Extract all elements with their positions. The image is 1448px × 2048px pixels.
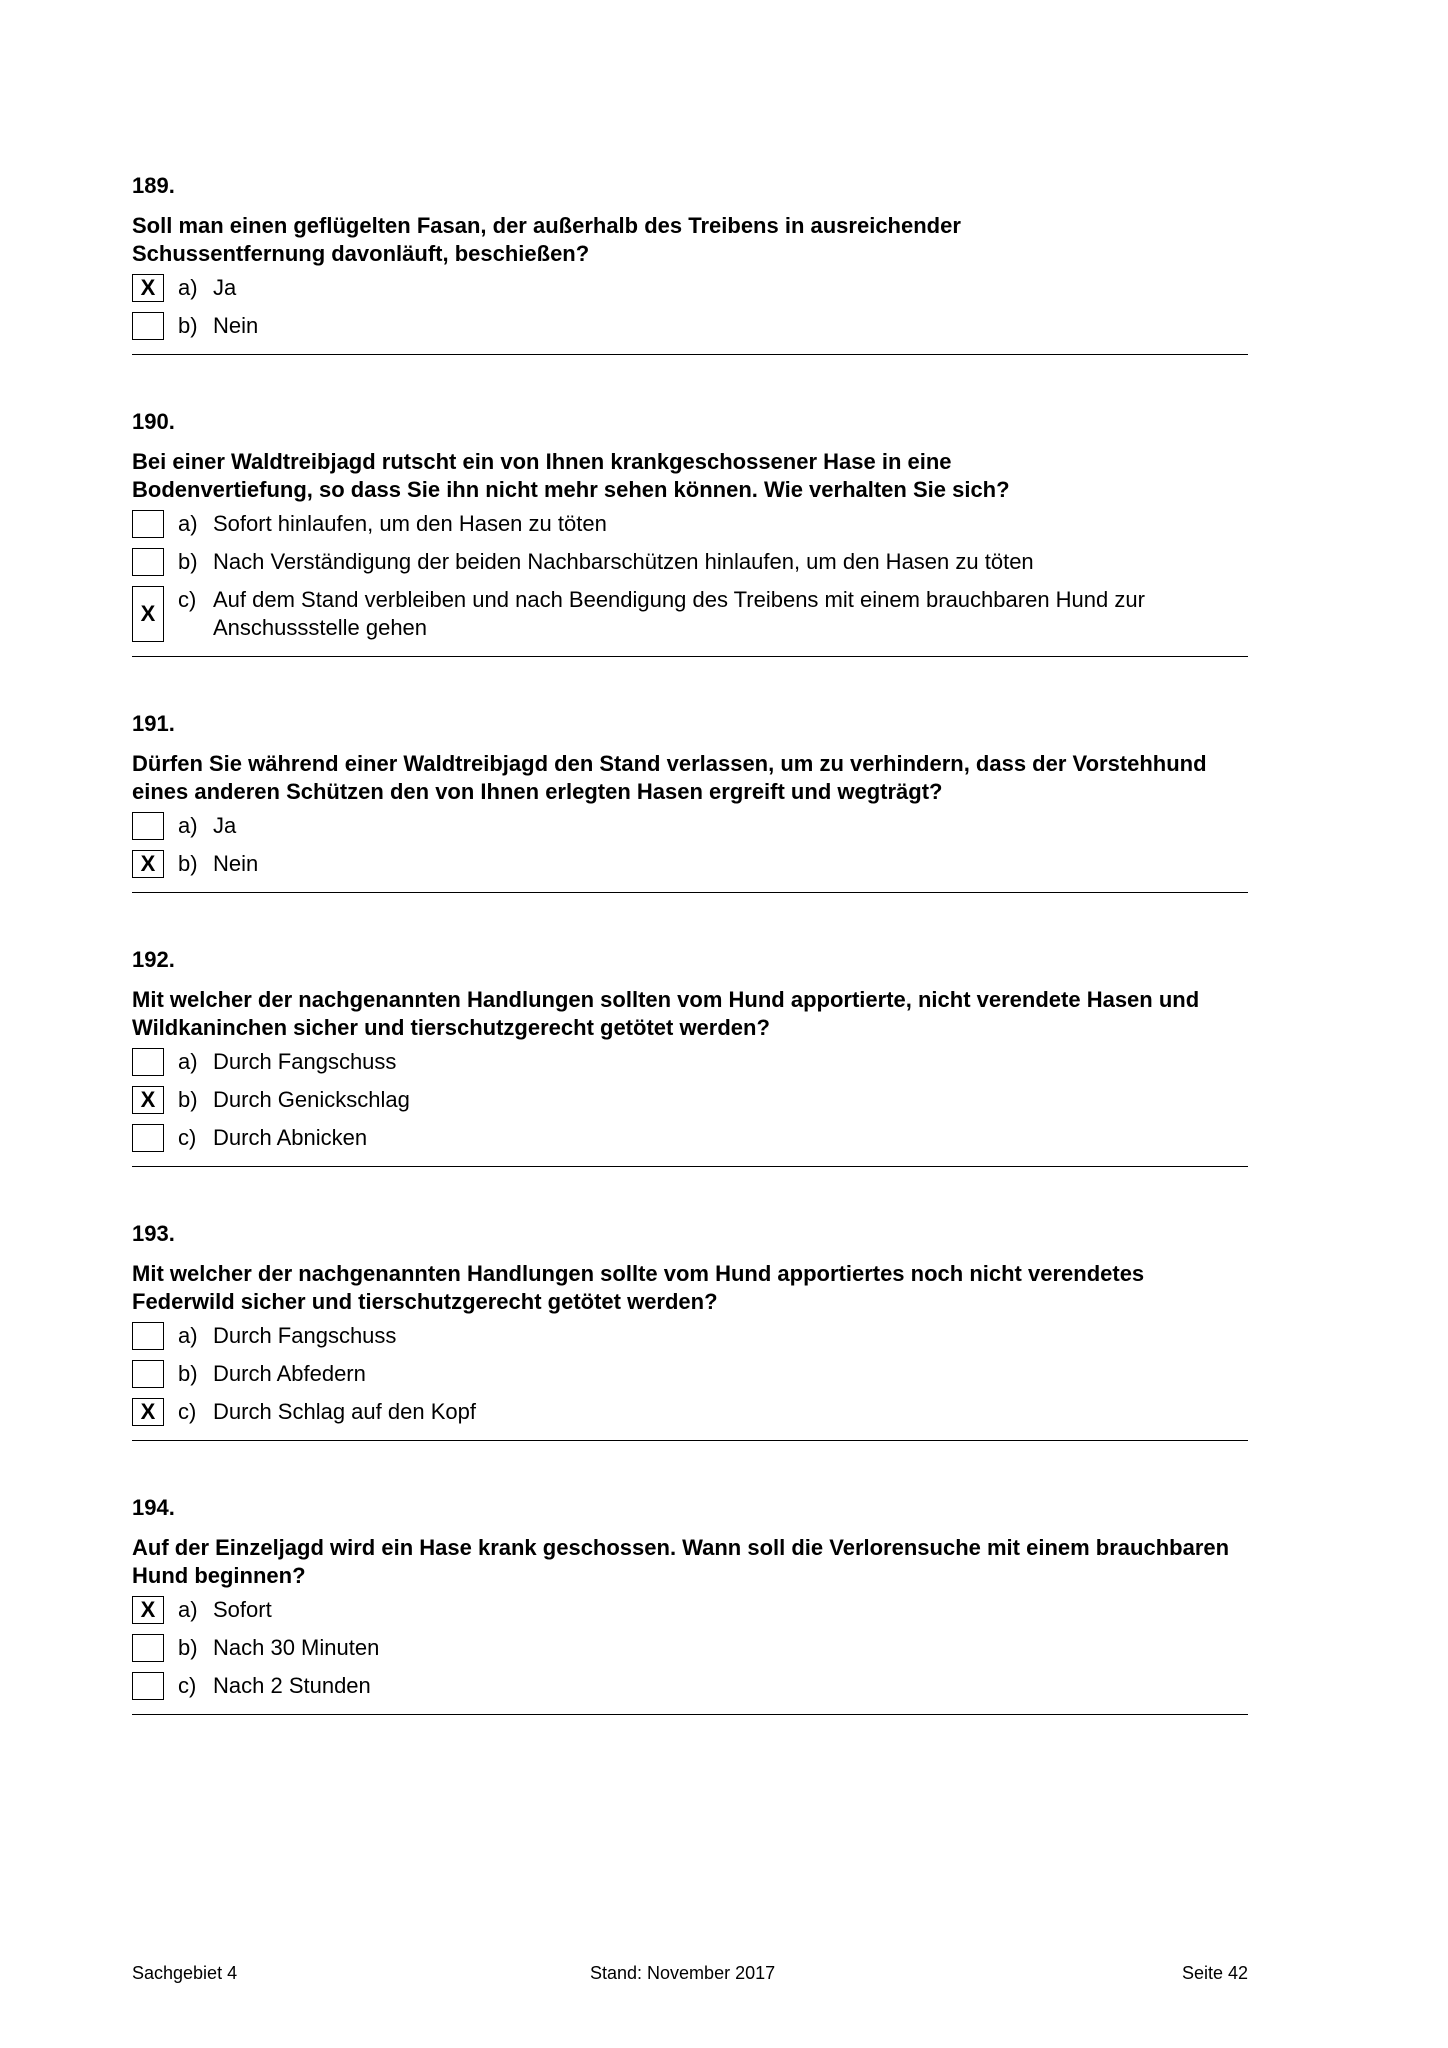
option-letter: a) (178, 813, 198, 838)
question-list (132, 172, 1248, 1768)
question-189 (132, 172, 1248, 355)
answer-checkbox[interactable] (132, 1672, 164, 1700)
option-letter: b) (178, 851, 198, 876)
answer-option (132, 1398, 1248, 1426)
option-text: Nein (213, 313, 259, 338)
option-text: Durch Schlag auf den Kopf (213, 1399, 476, 1424)
option-text: Durch Abnicken (213, 1125, 368, 1150)
question-193 (132, 1220, 1248, 1441)
answer-option (132, 1634, 1248, 1662)
option-letter: a) (178, 1323, 198, 1348)
option-text: Auf dem Stand verbleiben und nach Beendigung des Treibens mit einem brauchbaren Hund zur Anschussstelle gehen (213, 587, 1145, 640)
option-text: Durch Abfedern (213, 1361, 366, 1386)
option-text: Nach 2 Stunden (213, 1673, 371, 1698)
option-text: Nach Verständigung der beiden Nachbarschützen hinlaufen, um den Hasen zu töten (213, 549, 1034, 574)
option-letter: c) (178, 587, 197, 612)
answer-checkbox[interactable]: X (132, 1086, 164, 1114)
answer-checkbox[interactable] (132, 510, 164, 538)
question-191 (132, 710, 1248, 893)
answer-checkbox[interactable]: X (132, 850, 164, 878)
option-letter: b) (178, 1087, 198, 1112)
question-number: 190. (132, 409, 175, 434)
option-text: Nach 30 Minuten (213, 1635, 380, 1660)
answer-option (132, 850, 1248, 878)
answer-checkbox[interactable] (132, 1124, 164, 1152)
answer-checkbox[interactable]: X (132, 274, 164, 302)
question-text: Bei einer Waldtreibjagd rutscht ein von Ihnen krankgeschossener Hase in eine Bodenvertiefung, so dass Sie ihn nicht mehr sehen können. Wie verhalten Sie sich? (132, 449, 1010, 502)
answer-option (132, 274, 1248, 302)
option-letter: c) (178, 1125, 197, 1150)
footer-page-number: Seite 42 (1181, 1963, 1248, 1983)
answer-option (132, 586, 1248, 642)
answer-option (132, 812, 1248, 840)
question-text: Mit welcher der nachgenannten Handlungen sollte vom Hund apportiertes noch nicht verendetes Federwild sicher und tierschutzgerecht getötet werden? (132, 1261, 1145, 1314)
answer-checkbox[interactable] (132, 812, 164, 840)
answer-option (132, 1086, 1248, 1114)
option-letter: a) (178, 1597, 198, 1622)
answer-option (132, 312, 1248, 340)
question-194 (132, 1494, 1248, 1715)
answer-option (132, 510, 1248, 538)
option-text: Ja (213, 275, 237, 300)
answer-checkbox[interactable] (132, 1634, 164, 1662)
answer-checkbox[interactable] (132, 1048, 164, 1076)
answer-checkbox[interactable]: X (132, 1398, 164, 1426)
answer-checkbox[interactable] (132, 312, 164, 340)
footer-section-label: Sachgebiet 4 (132, 1963, 238, 1983)
question-text: Mit welcher der nachgenannten Handlungen sollten vom Hund apportierte, nicht verendete Hasen und Wildkaninchen sicher und tierschutzgerecht getötet werden? (132, 987, 1200, 1040)
option-letter: c) (178, 1673, 197, 1698)
option-text: Sofort hinlaufen, um den Hasen zu töten (213, 511, 607, 536)
question-number: 191. (132, 711, 175, 736)
question-number: 192. (132, 947, 175, 972)
option-letter: b) (178, 549, 198, 574)
option-letter: a) (178, 275, 198, 300)
page-footer (132, 1958, 1248, 1988)
option-text: Ja (213, 813, 237, 838)
option-text: Durch Genickschlag (213, 1087, 410, 1112)
question-number: 189. (132, 173, 175, 198)
answer-checkbox[interactable]: X (132, 1596, 164, 1624)
question-text: Soll man einen geflügelten Fasan, der außerhalb des Treibens in ausreichender Schussentfernung davonläuft, beschießen? (132, 213, 961, 266)
option-text: Durch Fangschuss (213, 1323, 397, 1348)
option-letter: b) (178, 1635, 198, 1660)
option-letter: b) (178, 1361, 198, 1386)
question-text: Auf der Einzeljagd wird ein Hase krank geschossen. Wann soll die Verlorensuche mit einem brauchbaren Hund beginnen? (132, 1535, 1230, 1588)
footer-date-label: Stand: November 2017 (590, 1963, 776, 1983)
question-number: 194. (132, 1495, 175, 1520)
option-letter: b) (178, 313, 198, 338)
answer-checkbox[interactable] (132, 1360, 164, 1388)
answer-option (132, 1596, 1248, 1624)
question-text: Dürfen Sie während einer Waldtreibjagd den Stand verlassen, um zu verhindern, dass der Vorstehhund eines anderen Schützen den von Ihnen erlegten Hasen ergreift und wegträgt? (132, 751, 1207, 804)
answer-option (132, 1048, 1248, 1076)
answer-option (132, 548, 1248, 576)
question-190 (132, 408, 1248, 657)
answer-option (132, 1322, 1248, 1350)
answer-option (132, 1672, 1248, 1700)
option-letter: a) (178, 1049, 198, 1074)
option-text: Durch Fangschuss (213, 1049, 397, 1074)
question-192 (132, 946, 1248, 1167)
answer-checkbox[interactable] (132, 548, 164, 576)
option-text: Sofort (213, 1597, 272, 1622)
option-letter: c) (178, 1399, 197, 1424)
answer-checkbox[interactable]: X (132, 586, 164, 642)
answer-option (132, 1360, 1248, 1388)
option-text: Nein (213, 851, 259, 876)
answer-checkbox[interactable] (132, 1322, 164, 1350)
option-letter: a) (178, 511, 198, 536)
question-number: 193. (132, 1221, 175, 1246)
answer-option (132, 1124, 1248, 1152)
